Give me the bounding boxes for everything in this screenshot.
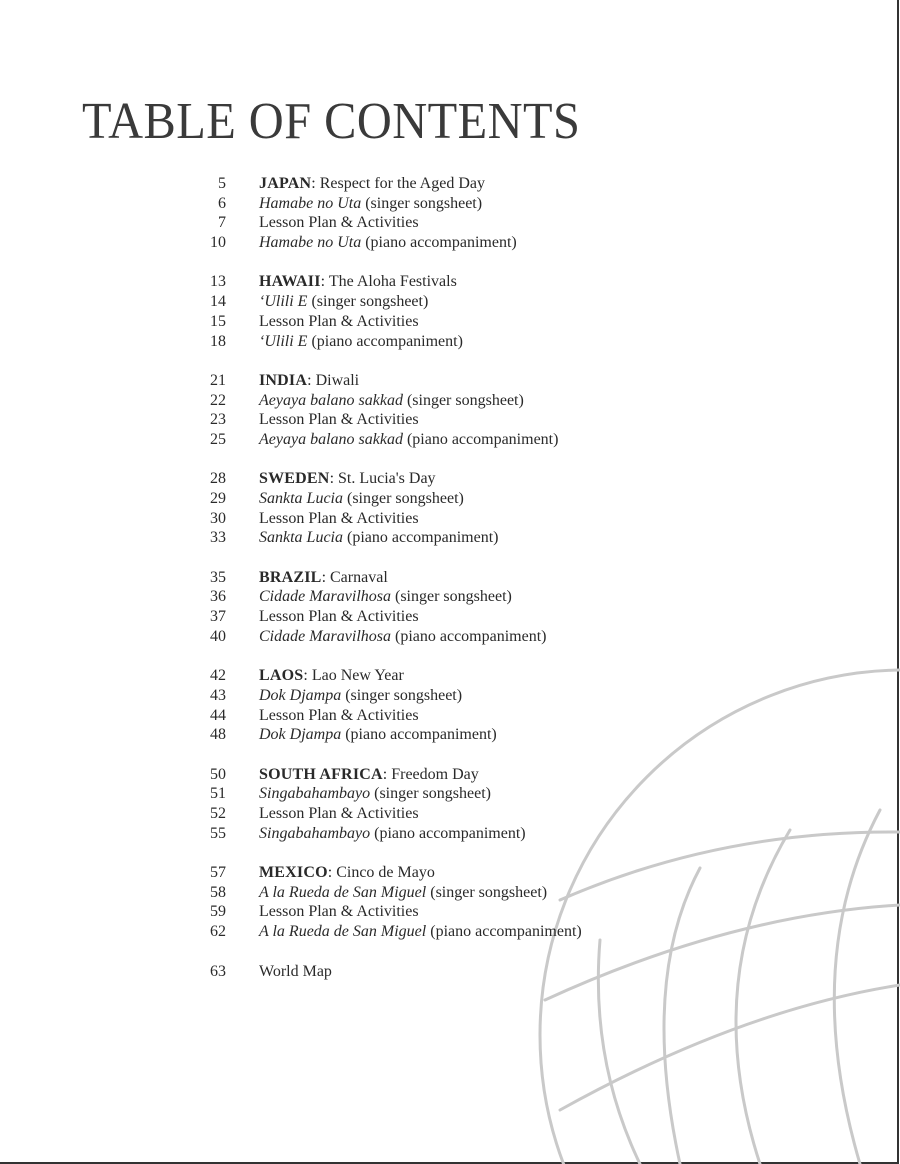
toc-entry — [259, 528, 499, 548]
toc-heading — [259, 272, 457, 292]
entry-description: Lesson Plan & Activities — [259, 903, 419, 921]
toc-entry-row[interactable] — [0, 509, 900, 529]
page-number: 36 — [210, 588, 226, 606]
toc-heading — [259, 666, 404, 686]
country-name: BRAZIL — [259, 568, 322, 586]
entry-description: Lesson Plan & Activities — [259, 214, 419, 232]
page-number: 63 — [210, 962, 226, 980]
entry-description: (singer songsheet) — [402, 391, 524, 409]
toc-entry — [259, 233, 517, 253]
toc-entry-row[interactable] — [0, 902, 900, 922]
page-number: 52 — [210, 805, 226, 822]
toc-heading-row[interactable] — [0, 765, 900, 785]
page-number: 43 — [210, 686, 226, 704]
toc-entry-row[interactable] — [0, 233, 900, 253]
toc-entry — [259, 706, 419, 726]
toc-entry-row[interactable] — [0, 706, 900, 726]
event-name: : Respect for the Aged Day — [311, 175, 485, 192]
entry-description: (singer songsheet) — [343, 490, 464, 507]
toc-entry-row[interactable] — [0, 824, 900, 844]
entry-description: Lesson Plan & Activities — [259, 509, 419, 527]
toc-entry-row[interactable] — [0, 410, 900, 430]
toc-entry — [259, 902, 419, 922]
page-number: 59 — [210, 903, 226, 921]
song-title: ‘Ulili E — [259, 293, 308, 311]
page-number: 55 — [210, 824, 226, 842]
page-number: 13 — [210, 273, 226, 291]
page-number: 29 — [210, 490, 226, 507]
entry-description: (piano accompaniment) — [307, 332, 463, 350]
toc-section-india — [0, 371, 900, 450]
toc-heading — [259, 371, 359, 391]
song-title: Sankta Lucia — [259, 490, 343, 507]
toc-entry-row[interactable] — [0, 292, 900, 312]
page-number: 50 — [210, 765, 226, 783]
country-name: HAWAII — [259, 273, 321, 291]
entry-description: Lesson Plan & Activities — [259, 312, 419, 330]
toc-entry — [259, 194, 482, 214]
toc-entry-row[interactable] — [0, 489, 900, 509]
event-name: : St. Lucia's Day — [329, 470, 436, 488]
song-title: Dok Djampa — [259, 686, 342, 704]
entry-description: Lesson Plan & Activities — [259, 706, 419, 724]
song-title: Dok Djampa — [259, 726, 342, 744]
toc-entry — [259, 824, 526, 844]
entry-description: Lesson Plan & Activities — [259, 608, 419, 626]
toc-entry-row[interactable] — [0, 194, 900, 214]
country-name: INDIA — [259, 371, 308, 389]
toc-heading-row[interactable] — [0, 469, 900, 489]
toc-heading-row[interactable] — [0, 371, 900, 391]
toc-entry-row[interactable] — [0, 627, 900, 647]
toc-heading-row[interactable] — [0, 863, 900, 883]
toc-entry-row[interactable] — [0, 686, 900, 706]
page-number: 14 — [210, 293, 226, 311]
country-name: SWEDEN — [259, 470, 330, 488]
song-title: A la Rueda de San Miguel — [259, 883, 427, 901]
event-name: : Diwali — [307, 371, 360, 389]
toc-entry-world-map[interactable] — [0, 962, 900, 982]
country-name: MEXICO — [259, 864, 328, 882]
entry-description: Lesson Plan & Activities — [259, 805, 419, 822]
toc-heading — [259, 765, 479, 785]
toc-entry-row[interactable] — [0, 213, 900, 233]
page-title: TABLE OF CONTENTS — [82, 93, 581, 150]
song-title: Cidade Maravilhosa — [259, 627, 391, 645]
toc-entry-row[interactable] — [0, 804, 900, 824]
song-title: Singabahambayo — [259, 785, 371, 803]
toc-heading — [259, 174, 485, 194]
song-title: A la Rueda de San Miguel — [259, 923, 427, 941]
toc-heading-row[interactable] — [0, 568, 900, 588]
toc-entry-row[interactable] — [0, 528, 900, 548]
toc-section-sweden — [0, 469, 900, 548]
page-number: 62 — [210, 923, 226, 941]
toc-entry — [259, 332, 463, 352]
toc-entry-row[interactable] — [0, 332, 900, 352]
song-title: ‘Ulili E — [259, 332, 308, 350]
toc-entry — [259, 725, 497, 745]
entry-description: (piano accompaniment) — [361, 234, 517, 252]
toc-section-mexico — [0, 863, 900, 942]
toc-heading-row[interactable] — [0, 174, 900, 194]
page-number: 23 — [210, 411, 226, 429]
page-number: 58 — [210, 883, 226, 901]
toc-entry-row[interactable] — [0, 430, 900, 450]
page-number: 22 — [210, 391, 226, 409]
table-of-contents — [0, 174, 900, 981]
toc-section-south-africa — [0, 765, 900, 844]
page-number: 10 — [210, 234, 226, 252]
country-name: LAOS — [259, 667, 304, 685]
toc-heading — [259, 863, 435, 883]
page-number: 48 — [210, 726, 226, 744]
toc-heading-row[interactable] — [0, 272, 900, 292]
event-name: : The Aloha Festivals — [320, 273, 457, 291]
toc-entry — [259, 213, 419, 233]
entry-description: (singer songsheet) — [341, 686, 463, 704]
toc-section-laos — [0, 666, 900, 745]
page-number: 57 — [210, 864, 226, 882]
toc-entry-row[interactable] — [0, 607, 900, 627]
entry-description: (piano accompaniment) — [402, 430, 559, 448]
entry-description: (piano accompaniment) — [391, 627, 547, 645]
entry-description: (piano accompaniment) — [370, 824, 526, 842]
event-name: : Lao New Year — [303, 667, 404, 685]
toc-entry-row[interactable] — [0, 784, 900, 804]
page-number: 30 — [210, 509, 226, 527]
song-title: Aeyaya balano sakkad — [259, 391, 403, 409]
page-number: 18 — [210, 332, 226, 350]
song-title: Cidade Maravilhosa — [259, 588, 391, 606]
page-number: 21 — [210, 371, 226, 389]
page-number: 51 — [210, 785, 226, 803]
toc-heading — [259, 568, 388, 588]
page-number: 42 — [210, 667, 226, 685]
toc-entry-row[interactable] — [0, 312, 900, 332]
page-number: 37 — [210, 608, 226, 626]
toc-entry — [259, 883, 547, 903]
entry-description: (piano accompaniment) — [341, 726, 497, 744]
toc-entry-row[interactable] — [0, 725, 900, 745]
toc-heading-row[interactable] — [0, 666, 900, 686]
entry-description: (singer songsheet) — [391, 588, 512, 606]
toc-section-hawaii — [0, 272, 900, 351]
toc-entry — [259, 312, 419, 332]
entry-description: (piano accompaniment) — [426, 923, 582, 941]
page-number: 6 — [218, 194, 226, 212]
country-name: JAPAN — [259, 175, 312, 192]
entry-description: (singer songsheet) — [361, 194, 483, 212]
event-name: : Cinco de Mayo — [327, 864, 435, 882]
toc-entry-row[interactable] — [0, 587, 900, 607]
toc-section-brazil — [0, 568, 900, 647]
toc-entry — [259, 587, 512, 607]
toc-heading — [259, 469, 436, 489]
page-number: 40 — [210, 627, 226, 645]
country-name: SOUTH AFRICA — [259, 765, 383, 783]
song-title: Aeyaya balano sakkad — [259, 430, 403, 448]
toc-entry-row[interactable] — [0, 922, 900, 942]
entry-description: (singer songsheet) — [370, 785, 491, 803]
toc-entry — [259, 784, 491, 804]
page-number: 15 — [210, 312, 226, 330]
toc-entry — [259, 292, 428, 312]
entry-description: (piano accompaniment) — [343, 529, 499, 547]
toc-entry — [259, 391, 524, 411]
song-title: Sankta Lucia — [259, 529, 343, 547]
page-number: 35 — [210, 568, 226, 586]
toc-entry — [259, 686, 462, 706]
toc-entry — [259, 607, 419, 627]
toc-entry — [259, 509, 419, 529]
page-number: 7 — [218, 214, 226, 232]
page-number: 44 — [210, 706, 226, 724]
toc-entry-row[interactable] — [0, 391, 900, 411]
toc-entry — [259, 489, 464, 509]
toc-entry — [259, 804, 419, 824]
song-title: Hamabe no Uta — [259, 234, 362, 252]
entry-description: (singer songsheet) — [307, 293, 429, 311]
event-name: : Freedom Day — [382, 765, 479, 783]
song-title: Hamabe no Uta — [259, 194, 362, 212]
page-number: 5 — [218, 175, 226, 192]
toc-entry — [259, 922, 582, 942]
toc-entry-row[interactable] — [0, 883, 900, 903]
entry-description: (singer songsheet) — [426, 883, 548, 901]
page-number: 33 — [210, 529, 226, 547]
event-name: : Carnaval — [321, 568, 388, 586]
entry-description: Lesson Plan & Activities — [259, 411, 419, 429]
toc-entry — [259, 430, 558, 450]
page-number: 25 — [210, 430, 226, 448]
toc-section-japan — [0, 174, 900, 253]
page-number: 28 — [210, 470, 226, 488]
song-title: Singabahambayo — [259, 824, 371, 842]
toc-entry — [259, 627, 547, 647]
toc-entry — [259, 410, 419, 430]
toc-entry: World Map — [259, 962, 332, 980]
